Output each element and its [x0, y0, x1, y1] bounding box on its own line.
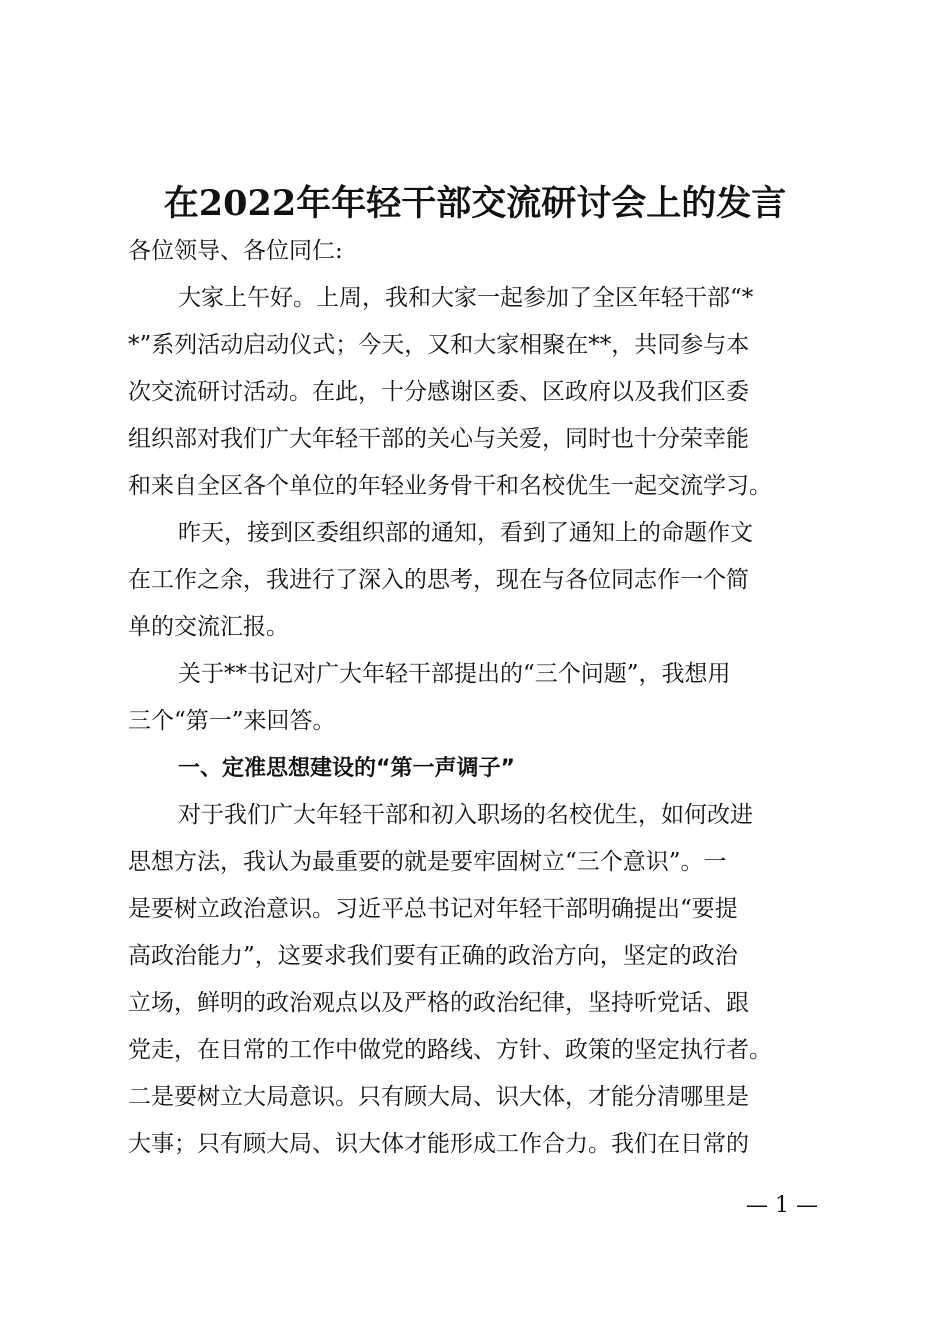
salutation-line: 各位领导、各位同仁:	[128, 238, 343, 264]
paragraph-line: 高政治能力”，这要求我们要有正确的政治方向，坚定的政治	[128, 943, 738, 969]
paragraph-line: 对于我们广大年轻干部和初入职场的名校优生，如何改进	[178, 802, 753, 828]
paragraph-line: 立场，鲜明的政治观点以及严格的政治纪律，坚持听党话、跟	[128, 990, 749, 1016]
section-heading: 一、定准思想建设的“第一声调子”	[178, 756, 515, 781]
paragraph-line: 大家上午好。上周，我和大家一起参加了全区年轻干部“*	[178, 285, 754, 311]
paragraph-line: 大事；只有顾大局、识大体才能形成工作合力。我们在日常的	[128, 1131, 749, 1157]
paragraph-line: 三个“第一”来回答。	[128, 708, 336, 734]
paragraph-line: 是要树立政治意识。习近平总书记对年轻干部明确提出“要提	[128, 896, 738, 922]
paragraph-line: 和来自全区各个单位的年轻业务骨干和名校优生一起交流学习。	[128, 473, 772, 499]
paragraph-line: 思想方法，我认为最重要的就是要牢固树立“三个意识”。一	[128, 849, 727, 875]
paragraph-line: 在工作之余，我进行了深入的思考，现在与各位同志作一个简	[128, 567, 749, 593]
paragraph-line: 二是要树立大局意识。只有顾大局、识大体，才能分清哪里是	[128, 1084, 749, 1110]
document-title: 在2022年年轻干部交流研讨会上的发言	[163, 183, 787, 224]
page-number: — 1 —	[746, 1193, 818, 1218]
document-body	[128, 228, 833, 1168]
paragraph-line: 单的交流汇报。	[128, 614, 289, 640]
paragraph-line: 组织部对我们广大年轻干部的关心与关爱，同时也十分荣幸能	[128, 426, 749, 452]
paragraph-line: *”系列活动启动仪式；今天，又和大家相聚在**，共同参与本	[128, 332, 750, 358]
paragraph-line: 昨天，接到区委组织部的通知，看到了通知上的命题作文	[178, 520, 753, 546]
paragraph-line: 次交流研讨活动。在此，十分感谢区委、区政府以及我们区委	[128, 379, 749, 405]
paragraph-line: 党走，在日常的工作中做党的路线、方针、政策的坚定执行者。	[128, 1037, 772, 1063]
paragraph-line: 关于**书记对广大年轻干部提出的“三个问题”，我想用	[178, 661, 731, 687]
